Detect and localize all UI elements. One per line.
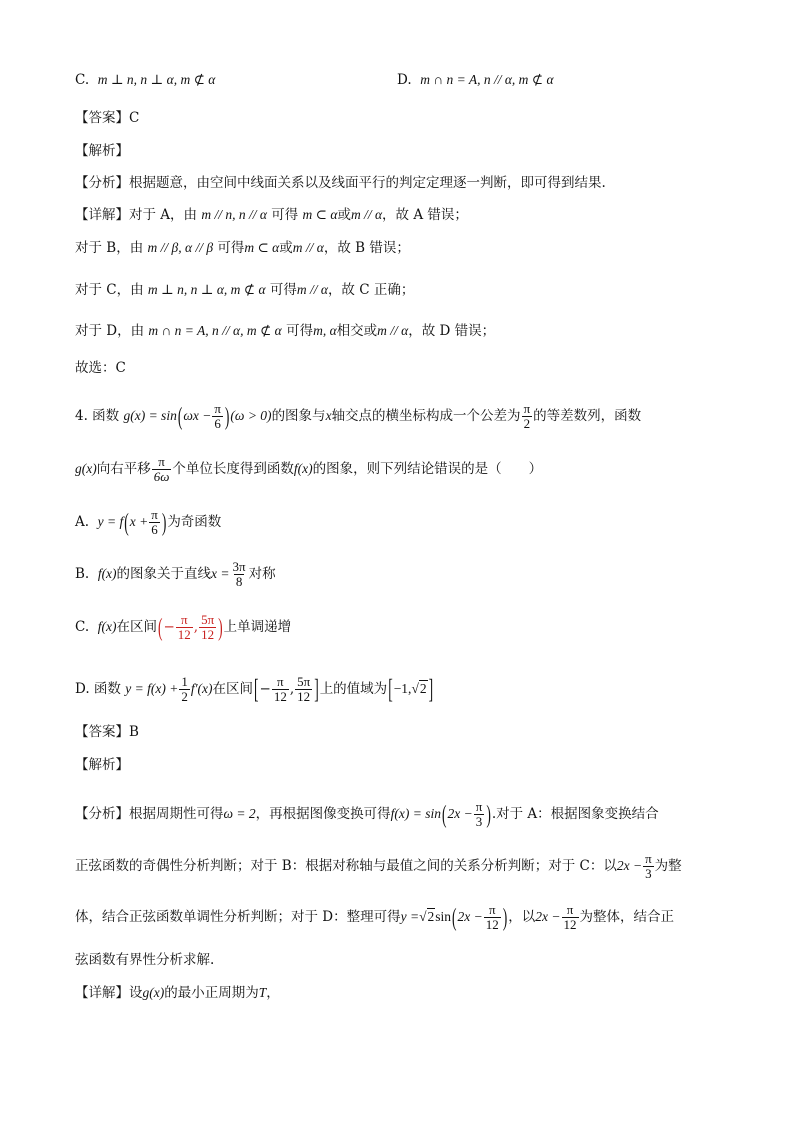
detail-d-mid2: 相交或 [336,323,378,339]
detail-b-mid: 可得 [217,240,245,256]
fraction-pi-over-3-b: $\frac{\pi}{3}$ [645,851,652,881]
detail-c-expr2: m // α [296,282,328,297]
detail-d-line [75,321,495,341]
detail-a-expr3: m // α [350,207,383,222]
option-a-expr: y = f [97,514,124,529]
detail-b-expr3: m // α [292,240,324,255]
fraction-pi-over-12: $\frac{\pi}{12}$ [485,902,499,932]
option-d-label-q4: D. 函数 [75,681,121,697]
fraction-pi-over-6w: $\frac{\pi}{6\omega}$ [153,454,170,484]
detail-a-mid: 可得 [271,207,299,223]
question-4-text-2: 轴交点的横坐标构成一个公差为 [331,408,521,424]
detail-b-end: ，故 B 错误； [323,240,410,256]
detail-d-prefix: 对于 D，由 [75,323,145,339]
detail-d-expr1: m ∩ n = A, n // α, m ⊄ α [148,323,282,338]
detail-c-prefix: 对于 C，由 [75,282,144,298]
fraction-pi-over-12-b: $\frac{\pi}{12}$ [563,902,577,932]
option-c-text-2: 上单调递增 [223,619,292,635]
analysis-2-text-3: .对于 A：根据图象变换结合 [491,806,659,822]
detail-2-line [75,983,280,1003]
detail-2-text-1: 【详解】设 [75,985,143,1001]
question-4-condition: (ω > 0) [230,408,272,423]
option-d-expr: y = f(x) + [125,681,179,696]
question-4-option-d [75,675,434,704]
analysis-2-text-4: 正弦函数的奇偶性分析判断；对于 B：根据对称轴与最值之间的关系分析判断；对于 C：以 [75,858,617,874]
question-4-number: 4. 函数 [75,408,120,424]
option-b-text-2: 对称 [248,566,276,582]
option-d-label: D. [397,72,412,88]
option-c-text-1: 在区间 [116,619,157,635]
analysis-2-text-7: ，以 [508,909,536,925]
question-4-line-1: 4. 函数 g(x) = sin(ωx − $\frac{\pi}{6}$ )(ω > 0)的图象与x轴交点的横坐标构成一个公差为 $\frac{\pi}{2}$ 的等差数列，函数 [75,401,642,431]
analysis-2-line-3: 体，结合正弦函数单调性分析判断；对于 D：整理可得y =√2sin(2x − $\frac{\pi}{12}$ )，以2x − $\frac{\pi}{12}$ 为整体，结合正 [75,902,675,932]
analysis-2-expr: 2x − [616,858,643,873]
question-4-text-1: 的图象与 [271,408,326,424]
detail-a-expr2: m ⊂ α [302,207,338,222]
analysis-2-arg-2: 2x − [457,909,483,924]
detail-a-end: ，故 A 错误； [382,207,468,223]
question-4-line-2 [75,455,542,484]
option-d-derivative: f′(x) [190,681,213,696]
option-a-arg: x + [129,514,149,529]
detail-b-prefix: 对于 B，由 [75,240,144,256]
detail-d-expr2: m, α [313,323,337,338]
analysis-2-expr-2: 2x − [535,909,561,924]
analysis-2-y: y = [400,909,420,924]
option-d-line [397,70,554,90]
analysis-2-text-8: 为整体，结合正 [579,909,675,925]
analysis-2-line-4: 弦函数有界性分析求解. [75,952,215,968]
question-4-arg: ωx − [183,408,212,423]
detail-a-expr1: m // n, n // α [201,207,267,222]
question-4-text-4: 个单位长度得到函数 [172,461,294,477]
option-a-label: A. [75,514,90,530]
fraction-pi-over-2: $\frac{\pi}{2}$ [523,401,531,431]
question-4-prompt: 的图象，则下列结论错误的是（ ） [312,461,543,477]
option-b-x: x = [211,566,230,581]
detail-a-line [75,205,468,225]
analysis-2-text-6: 体，结合正弦函数单调性分析判断；对于 D：整理可得 [75,909,401,925]
option-c-expression: m ⊥ n, n ⊥ α, m ⊄ α [97,72,216,87]
detail-2-T: T [258,985,267,1000]
option-c-line [75,70,215,90]
detail-c-expr1: m ⊥ n, n ⊥ α, m ⊄ α [147,282,266,297]
analysis-2-text-5: 为整 [654,858,682,874]
detail-b-line [75,238,410,258]
detail-2-text-2: 的最小正周期为 [164,985,259,1001]
detail-c-line [75,280,414,300]
detail-c-end: ，故 C 正确； [327,282,415,298]
option-a-text: 为奇函数 [167,514,222,530]
answer-1: 【答案】C [75,110,140,126]
question-4-shift-text: 向右平移 [96,461,151,477]
detail-d-mid: 可得 [286,323,314,339]
option-c-label: C. [75,72,90,88]
detail-d-end: ，故 D 错误； [408,323,496,339]
option-b-f: f(x) [97,566,117,581]
analysis-heading-2: 【解析】 [75,757,129,773]
analysis-summary-1: 【分析】根据题意，由空间中线面关系以及线面平行的判定定理逐一判断，即可得到结果. [75,175,606,191]
question-4-option-b [75,560,276,589]
question-4-x: x [325,408,332,423]
fraction-pi-over-6-a: $\frac{\pi}{6}$ [151,507,158,537]
detail-c-mid: 可得 [269,282,297,298]
question-4-f: f(x) [293,461,313,476]
fraction-pi-over-6: $\frac{\pi}{6}$ [214,401,221,431]
fraction-pi-over-3: $\frac{\pi}{3}$ [475,799,483,829]
question-4-g: g(x) [75,461,97,476]
analysis-2-line-1: 【分析】根据周期性可得ω = 2，再根据图像变换可得f(x) = sin(2x − $\frac{\pi}{3}$ ).对于 A：根据图象变换结合 [75,799,659,829]
question-4-function: g(x) = sin [123,408,177,423]
analysis-heading-1: 【解析】 [75,143,129,159]
detail-d-expr3: m // α [377,323,409,338]
option-c-f: f(x) [97,619,117,634]
detail-a-prefix: 【详解】对于 A，由 [75,207,198,223]
analysis-2-text-2: ，再根据图像变换可得 [255,806,391,822]
option-d-text-1: 在区间 [212,681,253,697]
sqrt-2: √2 [419,909,435,924]
detail-b-or: 或 [279,240,293,256]
option-b-text-1: 的图象关于直线 [116,566,212,582]
answer-2: 【答案】B [75,724,139,740]
detail-b-expr2: m ⊂ α [244,240,280,255]
analysis-2-omega: ω = 2 [223,806,256,821]
detail-2-g: g(x) [142,985,165,1000]
analysis-2-sin: sin [435,909,452,924]
detail-a-or: 或 [337,207,351,223]
fraction-one-half: $\frac{1}{2}$ [181,674,188,704]
option-c-label-q4: C. [75,619,90,635]
option-d-text-2: 上的值域为 [319,681,388,697]
analysis-2-line-2 [75,852,682,881]
analysis-2-arg: 2x − [447,806,473,821]
analysis-2-text-1: 【分析】根据周期性可得 [75,806,224,822]
option-c-interval: (− $\frac{\pi}{12}$ , $\frac{5\pi}{12}$ ) [157,612,223,642]
choice-conclusion-1: 故选：C [75,360,126,376]
option-d-interval: [− $\frac{\pi}{12}$ , $\frac{5\pi}{12}$ ] [254,673,319,704]
option-d-range: [−1,√2 ] [388,673,434,704]
analysis-2-f: f(x) = sin [390,806,442,821]
detail-b-expr1: m // β, α // β [147,240,214,255]
fraction-3pi-over-8: $\frac{3\pi}{8}$ [232,559,246,589]
question-4-option-a: A. y = f(x + $\frac{\pi}{6}$ )为奇函数 [75,507,222,537]
question-4-option-c [75,613,291,642]
detail-2-text-3: ， [266,985,280,1001]
option-d-expression: m ∩ n = A, n // α, m ⊄ α [420,72,554,87]
option-b-label: B. [75,566,90,582]
question-4-text-3: 的等差数列，函数 [533,408,642,424]
